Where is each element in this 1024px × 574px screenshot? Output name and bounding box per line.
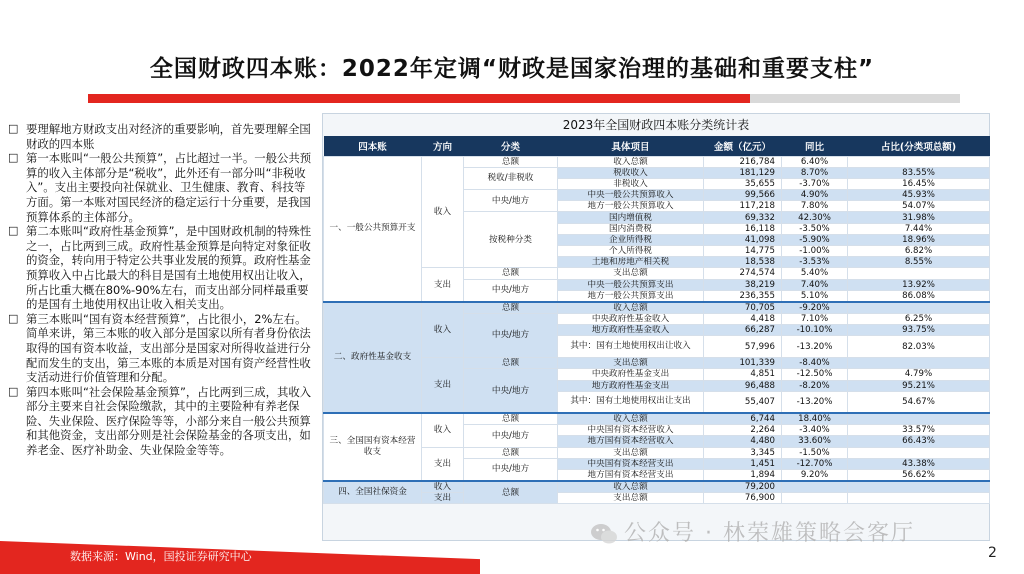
item-cell: 支出总额 <box>558 358 704 369</box>
item-cell: 企业所得税 <box>558 234 704 245</box>
item-cell: 收入总额 <box>558 413 704 425</box>
square-bullet-icon: □ <box>8 224 19 238</box>
column-header: 分类 <box>464 136 558 156</box>
yoy-cell: -1.50% <box>782 447 848 458</box>
note-text: 第三本账叫“国有资本经营预算”，占比很小，2%左右。简单来讲，第三本账的收入部分是国家以所有者身份依法取得的国有资本收益，支出部分是国家对所得收益进行分配而发生的支出，第三本账的本质是对国有资产经营性收支活动进行价值管理和分配。 <box>26 311 311 385</box>
share-cell: 6.82% <box>848 246 990 257</box>
share-cell: 31.98% <box>848 212 990 223</box>
yoy-cell <box>782 481 848 493</box>
square-bullet-icon: □ <box>8 384 19 398</box>
item-cell: 收入总额 <box>558 481 704 493</box>
item-cell: 土地和房地产相关税 <box>558 257 704 268</box>
category-label: 中央/地方 <box>464 279 558 302</box>
note-item <box>8 385 316 458</box>
item-cell: 中央政府性基金收入 <box>558 313 704 324</box>
amount-cell: 3,345 <box>704 447 782 458</box>
item-cell: 非税收入 <box>558 178 704 189</box>
column-header: 方向 <box>422 136 464 156</box>
yoy-cell: 7.10% <box>782 313 848 324</box>
yoy-cell: 4.90% <box>782 190 848 201</box>
amount-cell: 274,574 <box>704 268 782 279</box>
table-row <box>324 492 990 503</box>
square-bullet-icon: □ <box>8 311 19 325</box>
amount-cell: 66,287 <box>704 324 782 335</box>
title-red-bar <box>88 94 750 103</box>
direction-label: 支出 <box>422 268 464 302</box>
share-cell: 16.45% <box>848 178 990 189</box>
share-cell <box>848 492 990 503</box>
share-cell: 86.08% <box>848 290 990 302</box>
category-label: 总额 <box>464 156 558 167</box>
item-cell: 地方一般公共预算支出 <box>558 290 704 302</box>
item-cell: 其中：国有土地使用权出让收入 <box>558 336 704 358</box>
slide-title: 全国财政四本账：2022年定调“财政是国家治理的基础和重要支柱” <box>149 56 875 82</box>
category-label: 总额 <box>464 302 558 314</box>
share-cell <box>848 447 990 458</box>
category-label: 总额 <box>464 447 558 458</box>
item-cell: 支出总额 <box>558 268 704 279</box>
category-label: 总额 <box>464 481 558 504</box>
share-cell: 18.96% <box>848 234 990 245</box>
category-label: 中央/地方 <box>464 425 558 447</box>
yoy-cell: 7.40% <box>782 279 848 290</box>
item-cell: 中央国有资本经营收入 <box>558 425 704 436</box>
amount-cell: 57,996 <box>704 336 782 358</box>
direction-label: 支出 <box>422 447 464 481</box>
item-cell: 中央一般公共预算支出 <box>558 279 704 290</box>
amount-cell: 99,566 <box>704 190 782 201</box>
share-cell: 45.93% <box>848 190 990 201</box>
column-header: 金额（亿元） <box>704 136 782 156</box>
amount-cell: 4,480 <box>704 436 782 447</box>
item-cell: 地方国有资本经营收入 <box>558 436 704 447</box>
item-cell: 其中：国有土地使用权出让支出 <box>558 391 704 413</box>
share-cell <box>848 413 990 425</box>
direction-label: 收入 <box>422 481 464 493</box>
share-cell: 43.38% <box>848 458 990 469</box>
note-item <box>8 151 316 224</box>
share-cell: 13.92% <box>848 279 990 290</box>
yoy-cell: 42.30% <box>782 212 848 223</box>
share-cell: 54.07% <box>848 201 990 212</box>
share-cell <box>848 302 990 314</box>
note-text: 要理解地方财政支出对经济的重要影响，首先要理解全国财政的四本账 <box>26 122 311 151</box>
category-label: 总额 <box>464 268 558 279</box>
table-row <box>324 481 990 493</box>
square-bullet-icon: □ <box>8 151 19 165</box>
amount-cell: 14,775 <box>704 246 782 257</box>
watermark-text: 公众号 · 林荣雄策略会客厅 <box>624 521 915 546</box>
yoy-cell: -3.40% <box>782 425 848 436</box>
amount-cell: 18,538 <box>704 257 782 268</box>
item-cell: 地方一般公共预算收入 <box>558 201 704 212</box>
share-cell: 33.57% <box>848 425 990 436</box>
note-item <box>8 224 316 312</box>
yoy-cell: -12.70% <box>782 458 848 469</box>
column-header: 具体项目 <box>558 136 704 156</box>
amount-cell: 96,488 <box>704 380 782 391</box>
category-label: 总额 <box>464 413 558 425</box>
yoy-cell: -10.10% <box>782 324 848 335</box>
yoy-cell: 33.60% <box>782 436 848 447</box>
item-cell: 地方政府性基金收入 <box>558 324 704 335</box>
yoy-cell: -8.40% <box>782 358 848 369</box>
column-header: 同比 <box>782 136 848 156</box>
yoy-cell: -1.00% <box>782 246 848 257</box>
amount-cell: 117,218 <box>704 201 782 212</box>
book-label: 二、政府性基金收支 <box>324 302 422 413</box>
item-cell: 国内增值税 <box>558 212 704 223</box>
category-label: 中央/地方 <box>464 313 558 357</box>
item-cell: 地方国有资本经营支出 <box>558 469 704 481</box>
amount-cell: 181,129 <box>704 167 782 178</box>
note-text: 第一本账叫“一般公共预算”，占比超过一半。一般公共预算的收入主体部分是“税收”，此外还有一部分叫“非税收入”。支出主要投向社保就业、卫生健康、教育、科技等方面。第一本账对国民经济的稳定运行十分重要，是我国预算体系的主体部分。 <box>26 151 312 224</box>
note-item <box>8 122 316 151</box>
yoy-cell: -13.20% <box>782 336 848 358</box>
yoy-cell: 7.80% <box>782 201 848 212</box>
share-cell <box>848 358 990 369</box>
direction-label: 收入 <box>422 302 464 358</box>
item-cell: 中央国有资本经营支出 <box>558 458 704 469</box>
wechat-icon <box>590 522 618 546</box>
category-label: 中央/地方 <box>464 369 558 413</box>
table-row <box>324 268 990 279</box>
item-cell: 中央一般公共预算收入 <box>558 190 704 201</box>
amount-cell: 6,744 <box>704 413 782 425</box>
book-label: 一、一般公共预算开支 <box>324 156 422 302</box>
column-header: 占比(分类项总额) <box>848 136 990 156</box>
share-cell: 83.55% <box>848 167 990 178</box>
direction-label: 收入 <box>422 156 464 268</box>
amount-cell: 236,355 <box>704 290 782 302</box>
book-label: 三、全国国有资本经营收支 <box>324 413 422 481</box>
title-gray-bar <box>750 94 960 103</box>
yoy-cell <box>782 492 848 503</box>
yoy-cell: -8.20% <box>782 380 848 391</box>
yoy-cell: -13.20% <box>782 391 848 413</box>
share-cell <box>848 268 990 279</box>
amount-cell: 70,705 <box>704 302 782 314</box>
yoy-cell: 18.40% <box>782 413 848 425</box>
book-label: 四、全国社保资金 <box>324 481 422 504</box>
share-cell: 95.21% <box>848 380 990 391</box>
category-label: 按税种分类 <box>464 212 558 268</box>
category-label: 中央/地方 <box>464 458 558 481</box>
table-title: 2023年全国财政四本账分类统计表 <box>562 118 750 132</box>
table-row <box>324 302 990 314</box>
yoy-cell: 8.70% <box>782 167 848 178</box>
square-bullet-icon: □ <box>8 122 19 135</box>
yoy-cell: 9.20% <box>782 469 848 481</box>
category-label: 税收/非税收 <box>464 167 558 189</box>
note-text: 第二本账叫“政府性基金预算”，是中国财政机制的特殊性之一，占比两到三成。政府性基金预算是向特定对象征收的资金，转向用于特定公共事业发展的预算。政府性基金预算收入中占比最大的科目是国有土地使用权出让收入，所占比重大概在80%-90%左右，而支出部分同样最重要的是国有土地使用权出让收入相关支出。 <box>26 224 312 312</box>
amount-cell: 216,784 <box>704 156 782 167</box>
amount-cell: 35,655 <box>704 178 782 189</box>
category-label: 总额 <box>464 358 558 369</box>
item-cell: 支出总额 <box>558 492 704 503</box>
yoy-cell: -3.53% <box>782 257 848 268</box>
amount-cell: 1,451 <box>704 458 782 469</box>
item-cell: 个人所得税 <box>558 246 704 257</box>
amount-cell: 101,339 <box>704 358 782 369</box>
amount-cell: 1,894 <box>704 469 782 481</box>
table-row <box>324 413 990 425</box>
column-header: 四本账 <box>324 136 422 156</box>
share-cell <box>848 481 990 493</box>
page-number: 2 <box>988 545 997 561</box>
yoy-cell: 5.40% <box>782 268 848 279</box>
item-cell: 收入总额 <box>558 156 704 167</box>
note-item <box>8 312 316 385</box>
item-cell: 地方政府性基金支出 <box>558 380 704 391</box>
direction-label: 支出 <box>422 358 464 414</box>
statistics-table-panel <box>322 113 990 541</box>
yoy-cell: 6.40% <box>782 156 848 167</box>
item-cell: 中央政府性基金支出 <box>558 369 704 380</box>
share-cell: 54.67% <box>848 391 990 413</box>
share-cell: 8.55% <box>848 257 990 268</box>
amount-cell: 41,098 <box>704 234 782 245</box>
amount-cell: 4,851 <box>704 369 782 380</box>
watermark <box>590 516 915 547</box>
item-cell: 国内消费税 <box>558 223 704 234</box>
item-cell: 支出总额 <box>558 447 704 458</box>
amount-cell: 2,264 <box>704 425 782 436</box>
note-text: 第四本账叫“社会保险基金预算”，占比两到三成，其收入部分主要来自社会保险缴款，其中的主要险种有养老保险、失业保险、医疗保险等等，小部分来自一般公共预算和其他资金，支出部分则是社会保险基金的各项支出，如养老金、医疗补助金、失业保险金等等。 <box>26 384 312 458</box>
amount-cell: 4,418 <box>704 313 782 324</box>
direction-label: 收入 <box>422 413 464 447</box>
amount-cell: 38,219 <box>704 279 782 290</box>
yoy-cell: -3.50% <box>782 223 848 234</box>
share-cell: 4.79% <box>848 369 990 380</box>
amount-cell: 79,200 <box>704 481 782 493</box>
category-label: 中央/地方 <box>464 190 558 212</box>
amount-cell: 69,332 <box>704 212 782 223</box>
item-cell: 收入总额 <box>558 302 704 314</box>
amount-cell: 16,118 <box>704 223 782 234</box>
yoy-cell: -5.90% <box>782 234 848 245</box>
share-cell <box>848 156 990 167</box>
amount-cell: 76,900 <box>704 492 782 503</box>
share-cell: 82.03% <box>848 336 990 358</box>
table-row <box>324 156 990 167</box>
yoy-cell: 5.10% <box>782 290 848 302</box>
table-header-row <box>324 136 990 156</box>
share-cell: 6.25% <box>848 313 990 324</box>
yoy-cell: -12.50% <box>782 369 848 380</box>
share-cell: 7.44% <box>848 223 990 234</box>
amount-cell: 55,407 <box>704 391 782 413</box>
share-cell: 66.43% <box>848 436 990 447</box>
bullet-notes <box>8 122 316 458</box>
yoy-cell: -3.70% <box>782 178 848 189</box>
direction-label: 支出 <box>422 492 464 503</box>
data-source-note: 数据来源：Wind，国投证券研究中心 <box>70 550 252 563</box>
four-accounts-table <box>323 136 990 504</box>
share-cell: 93.75% <box>848 324 990 335</box>
yoy-cell: -9.20% <box>782 302 848 314</box>
table-row <box>324 358 990 369</box>
share-cell: 56.62% <box>848 469 990 481</box>
item-cell: 税收收入 <box>558 167 704 178</box>
table-row <box>324 447 990 458</box>
